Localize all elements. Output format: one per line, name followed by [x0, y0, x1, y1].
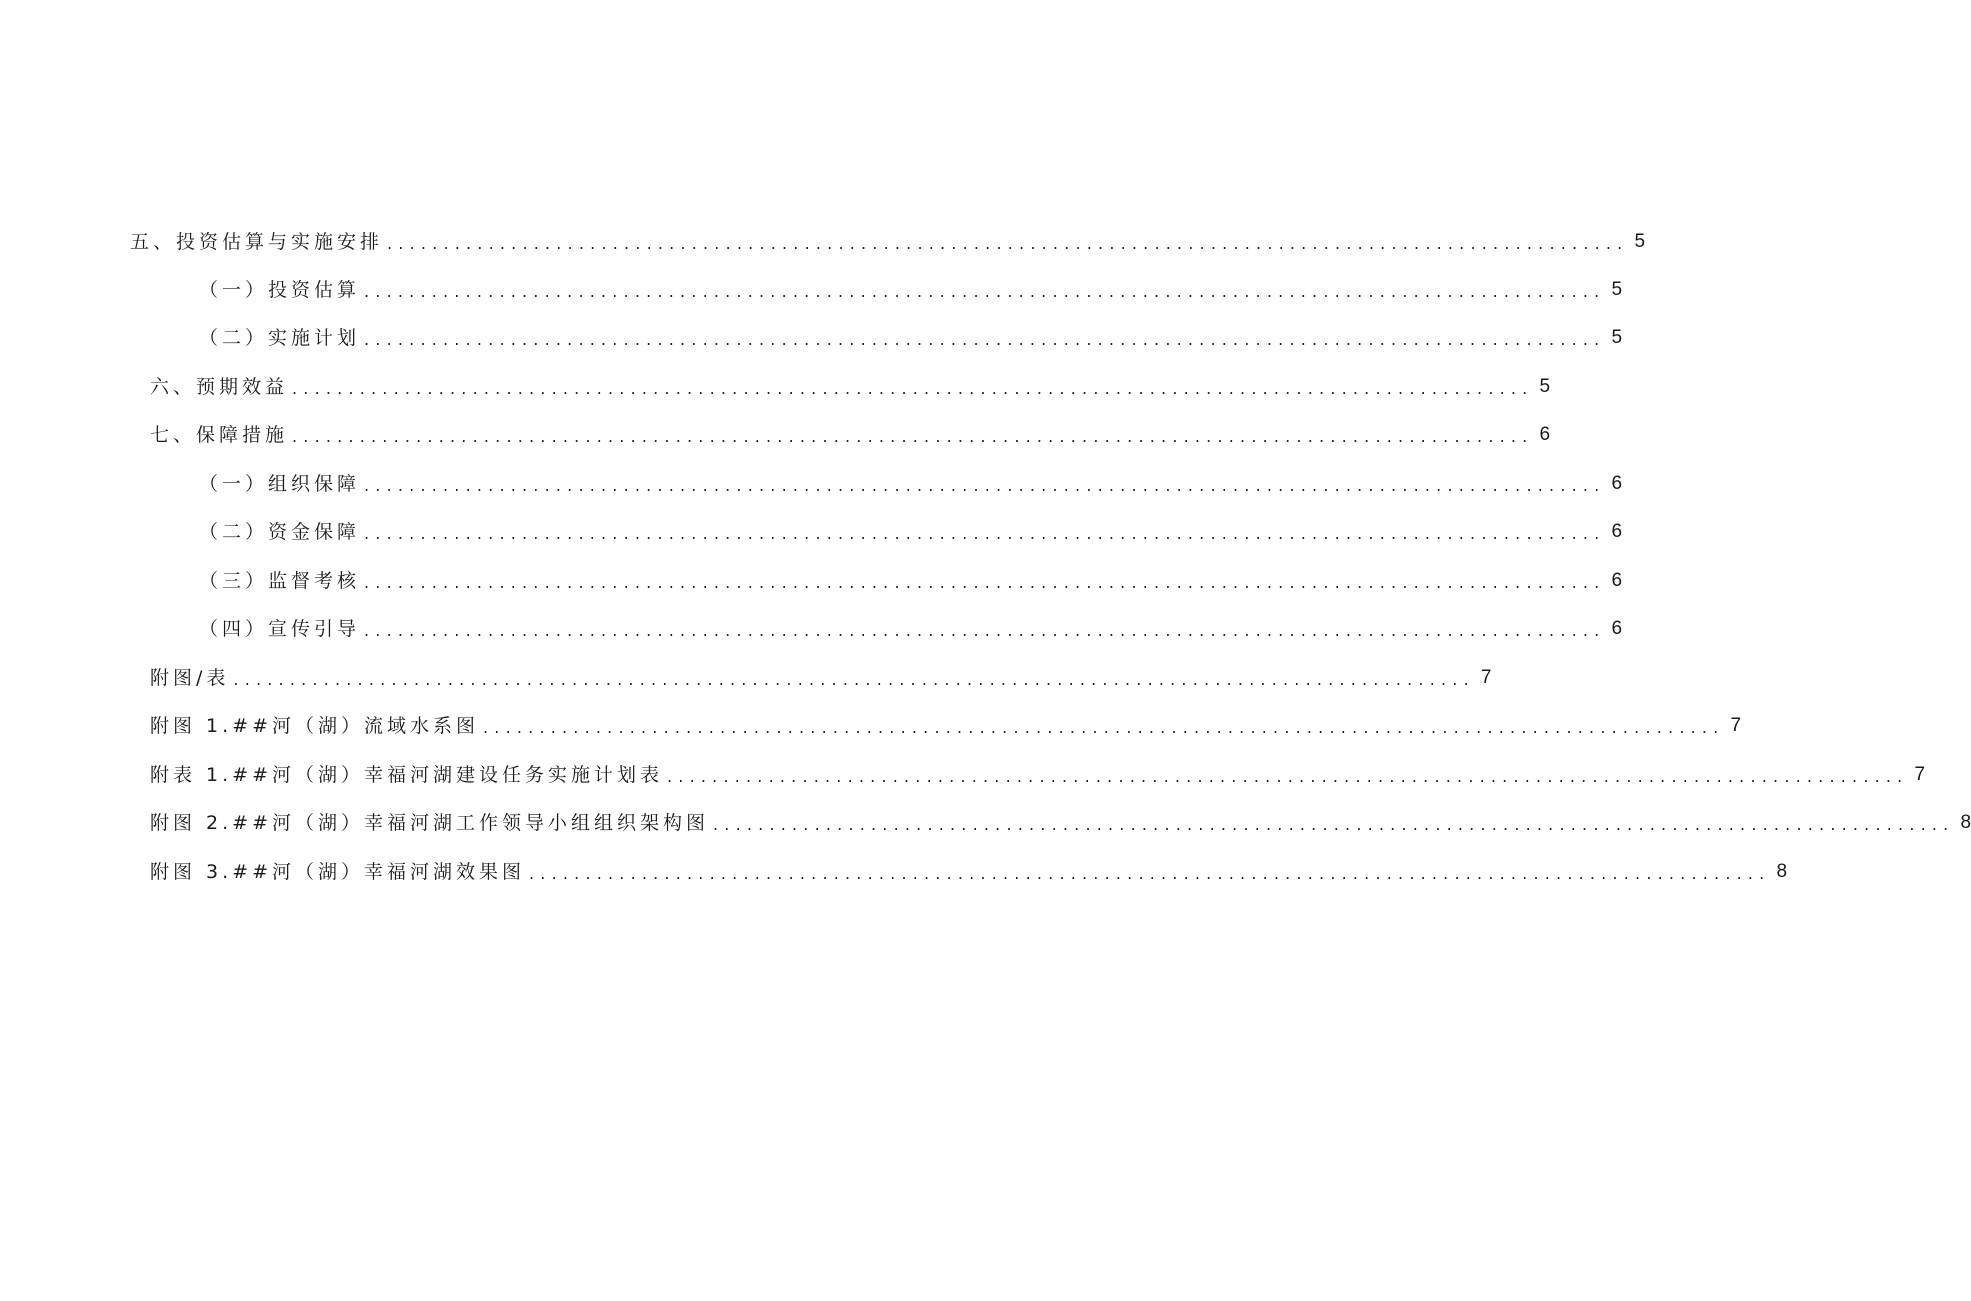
toc-entry-appendix-table-1[interactable]: [150, 761, 1926, 789]
toc-page-number: 6: [1539, 424, 1551, 445]
toc-leader-dots: ..............................................................................................................: [292, 427, 1534, 446]
toc-entry-title: 六、预期效益: [150, 376, 289, 398]
toc-page-number: 5: [1634, 231, 1646, 252]
toc-entry-7-3[interactable]: [199, 567, 1623, 595]
toc-entry-title: （一）组织保障: [199, 473, 361, 495]
toc-entry-title: （三）监督考核: [199, 570, 361, 592]
toc-leader-dots: ..............................................................................................................: [292, 379, 1534, 398]
toc-entry-title: 七、保障措施: [150, 424, 289, 446]
toc-page-number: 7: [1914, 764, 1926, 785]
toc-page-number: 6: [1611, 618, 1623, 639]
toc-leader-dots: ..............................................................................................................: [364, 524, 1606, 543]
toc-entry-title: 附图 1.##河（湖）流域水系图: [150, 715, 480, 737]
toc-page-number: 8: [1776, 861, 1788, 882]
toc-page-number: 6: [1611, 521, 1623, 542]
toc-entry-appendix-figure-3[interactable]: [150, 858, 1788, 886]
toc-entry-title: （四）宣传引导: [199, 618, 361, 640]
toc-entry-5-2[interactable]: [199, 324, 1623, 352]
toc-entry-appendix-figure-2[interactable]: [150, 809, 1971, 837]
toc-entry-appendix-figure-1[interactable]: [150, 712, 1742, 740]
toc-entry-title: （二）资金保障: [199, 521, 361, 543]
toc-leader-dots: ..............................................................................................................: [364, 573, 1606, 592]
toc-entry-7-4[interactable]: [199, 615, 1623, 643]
toc-page-number: 5: [1539, 376, 1551, 397]
toc-entry-7-1[interactable]: [199, 470, 1623, 498]
toc-entry-section-6[interactable]: [150, 373, 1551, 401]
toc-entry-title: 附表 1.##河（湖）幸福河湖建设任务实施计划表: [150, 764, 664, 786]
toc-entry-section-5[interactable]: [130, 228, 1646, 256]
toc-leader-dots: ..............................................................................................................: [364, 330, 1606, 349]
toc-entry-section-7[interactable]: [150, 421, 1551, 449]
toc-entry-title: 附图 2.##河（湖）幸福河湖工作领导小组组织架构图: [150, 812, 710, 834]
toc-entry-title: 附图/表: [150, 667, 230, 689]
toc-leader-dots: ..............................................................................................................: [483, 718, 1725, 737]
toc-page-number: 7: [1730, 715, 1742, 736]
toc-leader-dots: ..............................................................................................................: [233, 670, 1475, 689]
toc-leader-dots: ..............................................................................................................: [713, 815, 1955, 834]
toc-leader-dots: ..............................................................................................................: [667, 767, 1909, 786]
toc-entry-title: 附图 3.##河（湖）幸福河湖效果图: [150, 861, 526, 883]
toc-entry-title: 五、投资估算与实施安排: [130, 231, 384, 253]
toc-leader-dots: ..............................................................................................................: [387, 234, 1629, 253]
toc-page-number: 8: [1960, 812, 1971, 833]
toc-entry-7-2[interactable]: [199, 518, 1623, 546]
toc-leader-dots: ..............................................................................................................: [364, 621, 1606, 640]
toc-entry-title: （一）投资估算: [199, 279, 361, 301]
toc-page-number: 5: [1611, 327, 1623, 348]
toc-entry-appendix[interactable]: [150, 664, 1492, 692]
toc-page-number: 6: [1611, 570, 1623, 591]
toc-leader-dots: ..............................................................................................................: [364, 282, 1606, 301]
toc-leader-dots: ..............................................................................................................: [364, 476, 1606, 495]
toc-leader-dots: ..............................................................................................................: [529, 864, 1771, 883]
toc-page-number: 7: [1480, 667, 1492, 688]
toc-page-number: 6: [1611, 473, 1623, 494]
toc-entry-title: （二）实施计划: [199, 327, 361, 349]
toc-entry-5-1[interactable]: [199, 276, 1623, 304]
toc-page-number: 5: [1611, 279, 1623, 300]
